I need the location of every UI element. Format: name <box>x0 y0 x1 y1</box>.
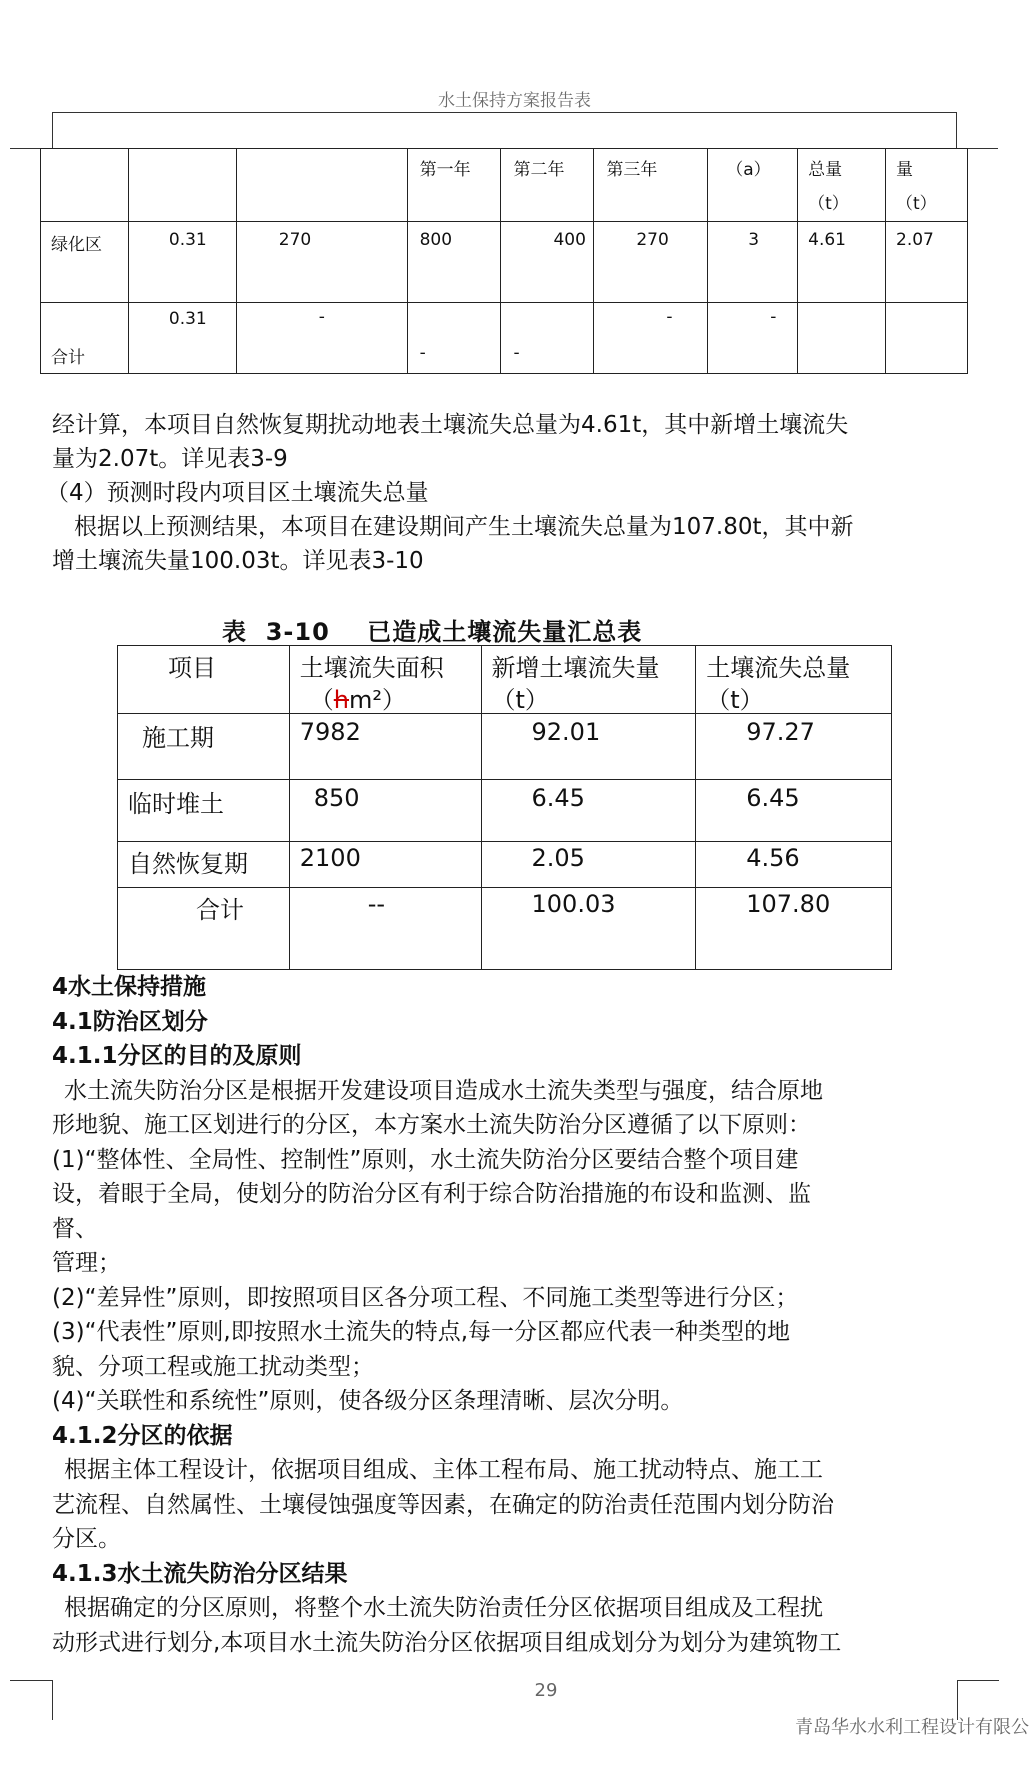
header-item: 项目 <box>168 654 216 682</box>
paragraph-line: 艺流程、自然属性、土壤侵蚀强度等因素，在确定的防治责任范围内划分防治 <box>52 1491 834 1518</box>
paragraph-line: 动形式进行划分,本项目水土流失防治分区依据项目组成划分为划分为建筑物工 <box>52 1629 842 1656</box>
cell-area-name: 绿化区 <box>51 235 102 255</box>
row-name: 施工期 <box>142 724 214 752</box>
header-total-loss: 土壤流失总量 <box>706 654 851 682</box>
footer-company: 青岛华水水利工程设计有限公 <box>795 1717 1029 1738</box>
row-new: 6.45 <box>531 784 585 812</box>
paragraph-line: （4）预测时段内项目区土壤流失总量 <box>46 480 429 506</box>
header-new-loss-unit: （t） <box>491 686 549 714</box>
header-area: 土壤流失面积 <box>299 654 444 682</box>
table-row-total <box>118 888 892 970</box>
header-title: 水土保持方案报告表 <box>438 91 591 111</box>
table-row <box>41 149 968 222</box>
cell-sum-name: 合计 <box>51 348 85 368</box>
row-name: 合计 <box>196 896 244 924</box>
paragraph-line: 督、 <box>52 1215 98 1242</box>
cell-year3: 第三年 <box>606 160 658 180</box>
cell-total: 4.61 <box>808 230 846 250</box>
header-frame-right <box>956 112 957 148</box>
cell-total-unit: （t） <box>808 194 849 214</box>
row-total: 97.27 <box>746 718 815 746</box>
table-header-row <box>118 646 892 714</box>
cell-unit-a: （a） <box>726 160 771 180</box>
row-total: 4.56 <box>746 844 800 872</box>
table-row <box>118 714 892 780</box>
header-frame-left <box>52 112 53 148</box>
row-total: 6.45 <box>746 784 800 812</box>
paragraph-line: 分区。 <box>52 1526 121 1552</box>
table-row <box>41 303 968 374</box>
row-name: 临时堆土 <box>128 790 224 818</box>
text-block-forecast <box>46 408 972 578</box>
cell-year2: 第二年 <box>513 160 565 180</box>
table-soil-loss-summary <box>117 645 892 970</box>
paragraph-line: 设，着眼于全局，使划分的防治分区有利于综合防治措施的布设和监测、监 <box>52 1181 811 1207</box>
cell-y1: 800 <box>419 230 453 250</box>
paragraph-line: 根据以上预测结果，本项目在建设期间产生土壤流失总量为107.80t，其中新 <box>74 514 854 540</box>
header-area-unit-revision: h <box>333 686 349 714</box>
heading-4-1-2: 4.1.2分区的依据 <box>52 1422 233 1449</box>
row-area: -- <box>367 890 386 918</box>
paragraph-line: 根据确定的分区原则，将整个水土流失防治责任分区依据项目组成及工程扰 <box>64 1595 823 1621</box>
header-new-loss: 新增土壤流失量 <box>491 654 660 682</box>
cell-sum-area: 0.31 <box>168 309 207 329</box>
cell-total-label: 总量 <box>808 160 843 180</box>
cell-sum-dash: - <box>666 307 673 327</box>
heading-4-1: 4.1防治区划分 <box>52 1008 208 1035</box>
heading-4-1-3: 4.1.3水土流失防治分区结果 <box>52 1560 348 1587</box>
cell-sum-dash: - <box>419 343 426 363</box>
cell-sum-dash: - <box>770 307 777 327</box>
cell-new: 2.07 <box>896 230 934 250</box>
paragraph-line: 经计算，本项目自然恢复期扰动地表土壤流失总量为4.61t，其中新增土壤流失 <box>52 412 849 438</box>
paragraph-line: 形地貌、施工区划进行的分区，本方案水土流失防治分区遵循了以下原则： <box>52 1112 811 1138</box>
row-name: 自然恢复期 <box>128 850 248 878</box>
row-new: 100.03 <box>531 890 616 918</box>
row-new: 2.05 <box>531 844 585 872</box>
cell-modulus: 270 <box>278 230 312 250</box>
cell-new-unit: （t） <box>896 194 937 214</box>
cell-period: 3 <box>748 230 760 250</box>
paragraph-line: 量为2.07t。详见表3-9 <box>52 446 288 472</box>
row-area: 7982 <box>299 718 361 746</box>
header-area-unit: （hm²） <box>309 686 406 714</box>
table-row <box>118 842 892 888</box>
paragraph-line: (3)“代表性”原则,即按照水土流失的特点,每一分区都应代表一种类型的地 <box>52 1319 791 1345</box>
cell-sum-dash: - <box>318 307 325 327</box>
row-area: 2100 <box>299 844 361 872</box>
header-frame-top <box>52 112 957 113</box>
page-number: 29 <box>534 1680 558 1701</box>
cell-sum-dash: - <box>513 343 520 363</box>
cell-new-label: 量 <box>896 160 914 180</box>
paragraph-line: (1)“整体性、全局性、控制性”原则，水土流失防治分区要结合整个项目建 <box>52 1146 799 1173</box>
row-total: 107.80 <box>746 890 831 918</box>
row-area: 850 <box>313 784 360 812</box>
header-total-loss-unit: （t） <box>706 686 764 714</box>
paragraph-line: (4)“关联性和系统性”原则，使各级分区条理清晰、层次分明。 <box>52 1388 684 1414</box>
paragraph-line: 管理； <box>52 1250 121 1276</box>
heading-4-1-1: 4.1.1分区的目的及原则 <box>52 1043 302 1069</box>
table-title: 表 3-10 已造成土壤流失量汇总表 <box>222 618 643 646</box>
cell-year1: 第一年 <box>419 160 471 180</box>
section-4 <box>52 970 972 1660</box>
table-row <box>118 780 892 842</box>
table-row <box>41 222 968 303</box>
paragraph-line: 增土壤流失量100.03t。详见表3-10 <box>52 548 424 574</box>
cell-y2: 400 <box>553 230 586 250</box>
table-continuation <box>40 148 968 374</box>
paragraph-line: 貌、分项工程或施工扰动类型； <box>52 1353 374 1380</box>
cell-y3: 270 <box>636 230 669 250</box>
paragraph-line: (2)“差异性”原则，即按照项目区各分项工程、不同施工类型等进行分区； <box>52 1284 799 1311</box>
paragraph-line: 根据主体工程设计，依据项目组成、主体工程布局、施工扰动特点、施工工 <box>64 1457 823 1483</box>
paragraph-line: 水土流失防治分区是根据开发建设项目造成水土流失类型与强度，结合原地 <box>64 1077 823 1104</box>
heading-4: 4水土保持措施 <box>52 974 207 1000</box>
cell-area: 0.31 <box>168 230 207 250</box>
row-new: 92.01 <box>531 718 601 746</box>
